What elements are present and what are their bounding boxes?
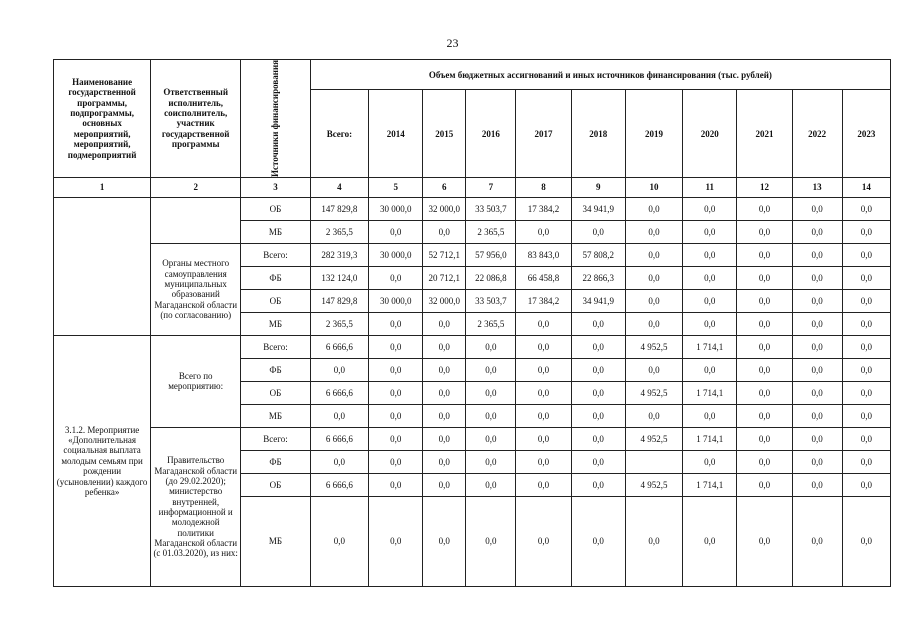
value-cell: 0,0 xyxy=(737,266,792,289)
executor-cell xyxy=(151,197,241,243)
value-cell: 0,0 xyxy=(516,335,571,358)
value-cell: 0,0 xyxy=(792,496,842,586)
header-year-2017: 2017 xyxy=(516,90,571,178)
value-cell: 0,0 xyxy=(842,266,890,289)
value-cell: 0,0 xyxy=(625,358,682,381)
value-cell: 66 458,8 xyxy=(516,266,571,289)
funding-source: ОБ xyxy=(241,473,311,496)
value-cell: 0,0 xyxy=(423,381,466,404)
value-cell: 4 952,5 xyxy=(625,427,682,450)
page-number: 23 xyxy=(446,36,459,50)
value-cell: 0,0 xyxy=(792,312,842,335)
column-number: 2 xyxy=(151,177,241,197)
value-cell: 0,0 xyxy=(369,312,423,335)
value-cell: 0,0 xyxy=(369,266,423,289)
value-cell: 0,0 xyxy=(625,312,682,335)
value-cell: 17 384,2 xyxy=(516,289,571,312)
budget-table xyxy=(53,59,891,587)
header-year-2019: 2019 xyxy=(625,90,682,178)
value-cell: 0,0 xyxy=(369,220,423,243)
value-cell: 0,0 xyxy=(625,289,682,312)
value-cell: 0,0 xyxy=(683,404,737,427)
column-number: 4 xyxy=(310,177,368,197)
value-cell: 0,0 xyxy=(310,358,368,381)
value-cell: 34 941,9 xyxy=(571,289,625,312)
program-name-cell xyxy=(54,197,151,335)
value-cell: 0,0 xyxy=(423,450,466,473)
value-cell: 0,0 xyxy=(842,289,890,312)
value-cell: 0,0 xyxy=(466,381,516,404)
table-row xyxy=(54,427,891,450)
executor-org-local: Органы местного самоуправления муниципальных образований Магаданской области (по согласованию) xyxy=(151,243,241,335)
value-cell: 0,0 xyxy=(737,220,792,243)
column-number: 10 xyxy=(625,177,682,197)
funding-source: Всего: xyxy=(241,427,311,450)
column-number: 6 xyxy=(423,177,466,197)
value-cell: 0,0 xyxy=(792,381,842,404)
value-cell: 32 000,0 xyxy=(423,197,466,220)
value-cell: 2 365,5 xyxy=(310,220,368,243)
value-cell: 0,0 xyxy=(842,220,890,243)
value-cell: 0,0 xyxy=(737,404,792,427)
value-cell: 6 666,6 xyxy=(310,473,368,496)
value-cell: 33 503,7 xyxy=(466,289,516,312)
value-cell: 0,0 xyxy=(683,266,737,289)
value-cell: 0,0 xyxy=(466,404,516,427)
value-cell: 0,0 xyxy=(737,473,792,496)
column-number: 13 xyxy=(792,177,842,197)
value-cell: 0,0 xyxy=(571,335,625,358)
value-cell: 22 086,8 xyxy=(466,266,516,289)
value-cell: 0,0 xyxy=(571,381,625,404)
column-number: 11 xyxy=(683,177,737,197)
measure-name: 3.1.2. Мероприятие «Дополнительная социальная выплата молодым семьям при рождении (усыновлении) каждого ребенка» xyxy=(54,335,151,586)
value-cell: 0,0 xyxy=(737,312,792,335)
value-cell: 0,0 xyxy=(516,496,571,586)
value-cell: 0,0 xyxy=(516,381,571,404)
value-cell: 2 365,5 xyxy=(310,312,368,335)
value-cell: 147 829,8 xyxy=(310,197,368,220)
value-cell: 0,0 xyxy=(516,473,571,496)
value-cell: 6 666,6 xyxy=(310,427,368,450)
value-cell: 0,0 xyxy=(369,358,423,381)
value-cell: 0,0 xyxy=(842,358,890,381)
total-by-measure-label: Всего по мероприятию: xyxy=(151,335,241,427)
value-cell: 0,0 xyxy=(369,335,423,358)
header-funding-sources-text: Источники финансирования xyxy=(270,60,281,177)
value-cell: 0,0 xyxy=(423,427,466,450)
value-cell: 22 866,3 xyxy=(571,266,625,289)
value-cell: 1 714,1 xyxy=(683,335,737,358)
value-cell: 0,0 xyxy=(842,450,890,473)
value-cell: 0,0 xyxy=(683,496,737,586)
value-cell: 0,0 xyxy=(466,473,516,496)
header-funding-sources xyxy=(241,60,311,178)
value-cell: 0,0 xyxy=(423,358,466,381)
executor-gov: Правительство Магаданской области (до 29.02.2020); министерство внутренней, информационной и молодежной политики Магаданской области (с 01.03.2020), из них: xyxy=(151,427,241,586)
header-year-2014: 2014 xyxy=(369,90,423,178)
table-row xyxy=(54,243,891,266)
value-cell: 0,0 xyxy=(792,243,842,266)
value-cell: 30 000,0 xyxy=(369,197,423,220)
value-cell: 52 712,1 xyxy=(423,243,466,266)
value-cell: 0,0 xyxy=(466,427,516,450)
column-number: 14 xyxy=(842,177,890,197)
value-cell: 0,0 xyxy=(625,197,682,220)
value-cell: 1 714,1 xyxy=(683,381,737,404)
funding-source: МБ xyxy=(241,220,311,243)
value-cell: 30 000,0 xyxy=(369,289,423,312)
header-year-2016: 2016 xyxy=(466,90,516,178)
value-cell: 0,0 xyxy=(792,220,842,243)
value-cell: 0,0 xyxy=(625,220,682,243)
value-cell: 32 000,0 xyxy=(423,289,466,312)
value-cell: 57 956,0 xyxy=(466,243,516,266)
value-cell: 1 714,1 xyxy=(683,473,737,496)
value-cell: 0,0 xyxy=(423,335,466,358)
value-cell: 0,0 xyxy=(737,335,792,358)
value-cell: 0,0 xyxy=(571,427,625,450)
header-year-2021: 2021 xyxy=(737,90,792,178)
funding-source: МБ xyxy=(241,312,311,335)
value-cell: 0,0 xyxy=(571,496,625,586)
funding-source: ОБ xyxy=(241,197,311,220)
value-cell: 0,0 xyxy=(571,220,625,243)
value-cell: 282 319,3 xyxy=(310,243,368,266)
value-cell: 0,0 xyxy=(842,197,890,220)
value-cell: 0,0 xyxy=(842,404,890,427)
value-cell: 0,0 xyxy=(683,220,737,243)
value-cell: 0,0 xyxy=(423,496,466,586)
value-cell: 0,0 xyxy=(842,312,890,335)
column-number: 8 xyxy=(516,177,571,197)
value-cell: 0,0 xyxy=(466,496,516,586)
value-cell: 0,0 xyxy=(737,358,792,381)
value-cell: 0,0 xyxy=(571,404,625,427)
value-cell: 0,0 xyxy=(737,197,792,220)
value-cell: 0,0 xyxy=(683,197,737,220)
header-year-2015: 2015 xyxy=(423,90,466,178)
value-cell: 0,0 xyxy=(737,381,792,404)
value-cell: 6 666,6 xyxy=(310,381,368,404)
value-cell: 0,0 xyxy=(516,312,571,335)
value-cell: 132 124,0 xyxy=(310,266,368,289)
column-number: 1 xyxy=(54,177,151,197)
funding-source: ОБ xyxy=(241,289,311,312)
value-cell: 0,0 xyxy=(792,266,842,289)
funding-source: МБ xyxy=(241,496,311,586)
value-cell: 0,0 xyxy=(792,450,842,473)
value-cell: 30 000,0 xyxy=(369,243,423,266)
value-cell: 0,0 xyxy=(516,427,571,450)
value-cell: 0,0 xyxy=(683,312,737,335)
header-budget: Объем бюджетных ассигнований и иных источников финансирования (тыс. рублей) xyxy=(310,60,890,90)
value-cell: 0,0 xyxy=(423,220,466,243)
value-cell: 0,0 xyxy=(310,496,368,586)
value-cell: 0,0 xyxy=(369,427,423,450)
header-year-2020: 2020 xyxy=(683,90,737,178)
value-cell: 0,0 xyxy=(571,473,625,496)
funding-source: ФБ xyxy=(241,450,311,473)
value-cell: 2 365,5 xyxy=(466,312,516,335)
table-row xyxy=(54,197,891,220)
value-cell: 147 829,8 xyxy=(310,289,368,312)
value-cell: 33 503,7 xyxy=(466,197,516,220)
value-cell: 0,0 xyxy=(516,358,571,381)
column-number: 12 xyxy=(737,177,792,197)
value-cell: 0,0 xyxy=(571,358,625,381)
value-cell: 0,0 xyxy=(423,404,466,427)
value-cell: 0,0 xyxy=(369,450,423,473)
value-cell: 0,0 xyxy=(516,404,571,427)
value-cell: 0,0 xyxy=(792,289,842,312)
funding-source: Всего: xyxy=(241,335,311,358)
value-cell: 83 843,0 xyxy=(516,243,571,266)
value-cell: 0,0 xyxy=(683,289,737,312)
value-cell: 20 712,1 xyxy=(423,266,466,289)
value-cell: 57 808,2 xyxy=(571,243,625,266)
header-year-2022: 2022 xyxy=(792,90,842,178)
value-cell: 4 952,5 xyxy=(625,335,682,358)
value-cell: 0,0 xyxy=(369,496,423,586)
value-cell: 0,0 xyxy=(683,450,737,473)
value-cell: 0,0 xyxy=(792,404,842,427)
value-cell: 0,0 xyxy=(516,450,571,473)
value-cell: 0,0 xyxy=(625,496,682,586)
value-cell: 0,0 xyxy=(737,243,792,266)
funding-source: ФБ xyxy=(241,358,311,381)
value-cell: 0,0 xyxy=(369,473,423,496)
header-total: Всего: xyxy=(310,90,368,178)
column-number: 7 xyxy=(466,177,516,197)
value-cell: 0,0 xyxy=(625,404,682,427)
column-number-row xyxy=(54,177,891,197)
value-cell: 0,0 xyxy=(792,473,842,496)
value-cell: 17 384,2 xyxy=(516,197,571,220)
value-cell: 0,0 xyxy=(466,358,516,381)
value-cell: 0,0 xyxy=(571,450,625,473)
value-cell: 0,0 xyxy=(842,243,890,266)
header-year-2023: 2023 xyxy=(842,90,890,178)
value-cell: 0,0 xyxy=(466,335,516,358)
value-cell: 0,0 xyxy=(310,450,368,473)
value-cell: 4 952,5 xyxy=(625,381,682,404)
value-cell: 0,0 xyxy=(792,335,842,358)
funding-source: Всего: xyxy=(241,243,311,266)
value-cell: 0,0 xyxy=(737,427,792,450)
value-cell: 34 941,9 xyxy=(571,197,625,220)
value-cell: 0,0 xyxy=(842,335,890,358)
value-cell: 0,0 xyxy=(369,381,423,404)
value-cell: 0,0 xyxy=(737,496,792,586)
value-cell: 0,0 xyxy=(516,220,571,243)
value-cell: 0,0 xyxy=(310,404,368,427)
column-number: 9 xyxy=(571,177,625,197)
header-year-2018: 2018 xyxy=(571,90,625,178)
header-program-name: Наименование государственной программы, подпрограммы, основных мероприятий, мероприятий, подмероприятий xyxy=(54,60,151,178)
value-cell: 0,0 xyxy=(625,243,682,266)
value-cell: 0,0 xyxy=(625,266,682,289)
header-executor: Ответственный исполнитель, соисполнитель, участник государственной программы xyxy=(151,60,241,178)
value-cell: 0,0 xyxy=(737,289,792,312)
value-cell: 0,0 xyxy=(571,312,625,335)
column-number: 5 xyxy=(369,177,423,197)
value-cell: 0,0 xyxy=(423,473,466,496)
value-cell: 0,0 xyxy=(683,358,737,381)
value-cell: 0,0 xyxy=(842,473,890,496)
value-cell: 1 714,1 xyxy=(683,427,737,450)
value-cell: 0,0 xyxy=(369,404,423,427)
funding-source: МБ xyxy=(241,404,311,427)
table-row xyxy=(54,335,891,358)
value-cell: 0,0 xyxy=(466,450,516,473)
value-cell: 0,0 xyxy=(792,427,842,450)
value-cell: 0,0 xyxy=(683,243,737,266)
value-cell: 4 952,5 xyxy=(625,473,682,496)
funding-source: ФБ xyxy=(241,266,311,289)
value-cell: 0,0 xyxy=(737,450,792,473)
value-cell: 0,0 xyxy=(792,358,842,381)
value-cell: 2 365,5 xyxy=(466,220,516,243)
value-cell xyxy=(625,450,682,473)
funding-source: ОБ xyxy=(241,381,311,404)
value-cell: 6 666,6 xyxy=(310,335,368,358)
value-cell: 0,0 xyxy=(842,427,890,450)
value-cell: 0,0 xyxy=(842,496,890,586)
value-cell: 0,0 xyxy=(423,312,466,335)
column-number: 3 xyxy=(241,177,311,197)
value-cell: 0,0 xyxy=(842,381,890,404)
value-cell: 0,0 xyxy=(792,197,842,220)
